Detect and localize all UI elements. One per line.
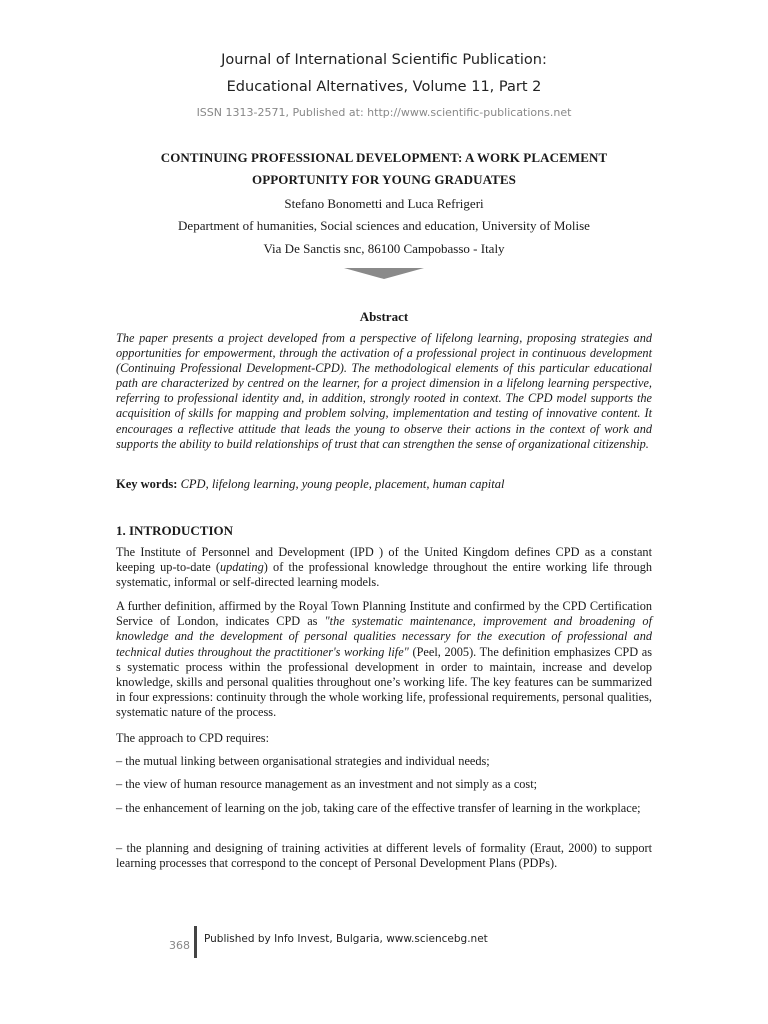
p2-text-b: "the systematic maintenance, improvement and broadening of knowledge and the development of personal qualities necessary for the execution of professional and technical duties throughout the practitioner's working life": [116, 614, 652, 659]
footer-divider: [194, 926, 197, 958]
footer-publisher: Published by Info Invest, Bulgaria, www.sciencebg.net: [204, 933, 488, 945]
authors: Stefano Bonometti and Luca Refrigeri: [284, 196, 484, 211]
journal-title-line2: Educational Alternatives, Volume 11, Part 2: [226, 79, 542, 95]
intro-paragraph-1: [116, 545, 652, 591]
abstract-text: The paper presents a project developed from a perspective of lifelong learning, proposing strategies and opportunities for empowerment, through the activation of a professional project in continuous development (Continuing Professional Development-CPD). The methodological elements of this particular educational path are characterized by centred on the learner, for a project dimension in a lifelong learning perspective, referring to professional identity and, in addition, strongly rooted in context. The CPD model supports the acquisition of skills for mapping and problem solving, implementation and testing of innovative content. It encourages a reflective attitude that leads the young to observe their actions in the context of work and supports the ability to build relationships of trust that can strengthen the sense of organizational citizenship.: [116, 331, 652, 451]
abstract-heading: Abstract: [359, 309, 409, 324]
keywords-value: CPD, lifelong learning, young people, placement, human capital: [180, 477, 505, 491]
issn-line: ISSN 1313-2571, Published at: http://www.scientific-publications.net: [196, 106, 572, 119]
list-item-4: – the planning and designing of training activities at different levels of formality (Eraut, 2000) to support learning processes that correspond to the concept of Personal Development Plans (PDPs).: [116, 841, 652, 871]
list-item-3: – the enhancement of learning on the job, taking care of the effective transfer of learning in the workplace;: [116, 801, 641, 815]
intro-paragraph-3: The approach to CPD requires:: [116, 731, 269, 745]
paper-title-line1: CONTINUING PROFESSIONAL DEVELOPMENT: A WORK PLACEMENT: [160, 150, 608, 165]
journal-title-line1: Journal of International Scientific Publication:: [221, 52, 547, 68]
p2-text-c: (Peel, 2005). The definition emphasizes CPD as s systematic process within the professional development in order to maintain, increase and develop knowledge, skills and personal qualities throughout one’s working life. The key features can be summarized in four expressions: continuity through the whole working life, professional requirements, personal qualities, systematic nature of the process.: [116, 644, 652, 720]
intro-paragraph-2: [116, 599, 652, 721]
p1-text-a: The Institute of Personnel and Development (IPD ) of the United Kingdom defines CPD as a constant keeping up-to-date (: [116, 545, 652, 575]
keywords: [116, 477, 656, 492]
page-number: 368: [169, 939, 190, 952]
keywords-label: Key words:: [116, 477, 178, 491]
section-heading-introduction: 1. INTRODUCTION: [116, 523, 234, 538]
divider-arrow-icon: [344, 268, 424, 279]
p1-text-c: ) of the professional knowledge throughout the entire working life through systematic, informal or self-directed learning models.: [116, 560, 652, 590]
list-item-1: – the mutual linking between organisational strategies and individual needs;: [116, 754, 490, 768]
p1-text-b: updating: [220, 560, 264, 575]
address: Via De Sanctis snc, 86100 Campobasso - Italy: [263, 241, 505, 256]
paper-title-line2: OPPORTUNITY FOR YOUNG GRADUATES: [252, 172, 516, 187]
list-item-2: – the view of human resource management as an investment and not simply as a cost;: [116, 777, 538, 791]
affiliation: Department of humanities, Social sciences and education, University of Molise: [178, 218, 590, 233]
p2-text-a: A further definition, affirmed by the Royal Town Planning Institute and confirmed by the CPD Certification Service of London, indicates CPD as: [116, 599, 652, 629]
